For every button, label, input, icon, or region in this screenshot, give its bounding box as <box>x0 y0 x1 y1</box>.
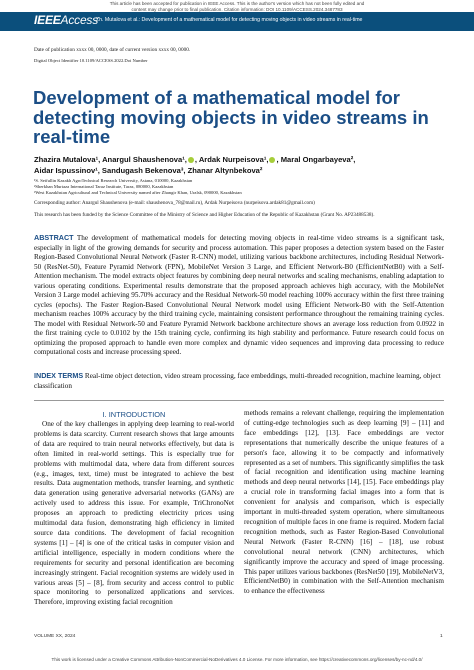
license-notice: This work is licensed under a Creative Commons Attribution-NonCommercial-NoDerivatives 4.0 License. For more information, see https://creativecommons.org/licenses/by-nc-nd/4.0/ <box>51 657 423 662</box>
section-heading: I. INTRODUCTION <box>102 410 166 419</box>
body-column-left: One of the key challenges in applying deep learning to real-world problems is data scarcity. Current research shows that large amounts of data are required to train neural networks effectively, but data is often limited in real-world settings. This is especially true for problems with multimodal data, where data from different sources (e.g., images, text, time) must be integrated to achieve the best results. Data augmentation methods, transfer learning, and synthetic data generation using generative adversarial networks (GANs) are actively used to address this issue. For example, TriChronoNet proposes an approach to predicting electricity prices using multimodal data fusion, demonstrating high efficiency in limited source data conditions. The development of facial recognition systems [1] – [4] is one of the critical tasks in computer vision and artificial intelligence, especially in modern conditions where the requirements for security and personal identification are becoming increasingly stringent. Facial recognition systems are widely used in various areas [5] – [8], from security and access control to public space monitoring to personalized applications and services. Therefore, improving existing facial recognition <box>34 420 234 607</box>
affiliation-1: ¹S. Seifullin Kazakh AgroTechnical Research University, Astana, 010000, Kazakhstan <box>34 178 193 183</box>
affiliation-2: ²Sherkhan Murtaza International Taraz Institute, Taraz, 080000, Kazakhstan <box>34 184 174 189</box>
abstract: ABSTRACT The development of mathematical models for detecting moving objects in real-time video streams is a significant task, especially in light of the growing demands for security and process automation. This paper proposes a detection system based on the Faster Region-Based Convolutional Neural Network (Faster R-CNN) model, utilizing various backbone architectures, including Residual Network-50 (ResNet-50), Feature Pyramid Network (FPN), MobileNet Version 3 Large, and Efficient Network-B0 (EfficientNetB0) with a Self-Attention mechanism. The model extracts object features by combining deep neural networks and scaling mechanisms, enabling adaptation to various operating conditions. Experimental results demonstrate that the proposed approach achieves high accuracy, with the MobileNet Version 3 Large model achieving 95.70% accuracy and the Residual Network-50 model reaching 100% accuracy within the first three training cycles (epochs). The Faster Region-Based Convolutional Neural Network model using Efficient Network-B0 with the Self-Attention mechanism reaches 100% accuracy by the third training cycle, maintaining consistent performance throughout the remaining training cycles. The model with Residual Network-50 and Feature Pyramid Network backbone architecture shows an average loss reduction from 0.0922 in the first training cycle to 0.0102 by the 15th training cycle, confirming its high stability and performance. Future research could focus on optimizing the proposed approach to handle even more complex and dynamic video sequences and improving data processing to reduce computational costs and increase processing speed. <box>34 233 444 356</box>
index-terms-label: INDEX TERMS <box>34 371 84 380</box>
page-number: 1 <box>440 634 443 639</box>
publication-dates: Date of publication xxxx 00, 0000, date of current version xxxx 00, 0000. <box>34 47 191 53</box>
running-title: Zh. Mutalova et al.: Development of a mathematical model for detecting moving objects in video streams in real-time <box>96 17 363 23</box>
abstract-label: ABSTRACT <box>34 233 74 242</box>
funding-note: This research has been funded by the Science Committee of the Ministry of Science and Higher Education of the Republic of Kazakhstan (Grant No. AP23488538). <box>34 212 375 218</box>
doi-line: Digital Object Identifier 10.1109/ACCESS.2022.Doi Number <box>34 58 148 63</box>
orcid-icon[interactable] <box>269 157 275 163</box>
volume-footer: VOLUME XX, 2024 <box>34 634 76 639</box>
paper-title: Development of a mathematical model for detecting moving objects in video streams in real-time <box>33 87 429 147</box>
publication-notice-line2: content may change prior to final publication. Citation information: DOI 10.1109/ACCESS.2024.3487783 <box>131 7 343 12</box>
body-column-right: methods remains a relevant challenge, requiring the implementation of cutting-edge technologies such as deep learning [9] – [11] and face embeddings [12], [13]. Face embeddings are vector representations that numerically describe the unique features of a person's face, allowing it to be compactly and informatively represented as a set of numbers. This significantly simplifies the task of facial recognition and identification using machine learning methods and deep neural networks [14], [15]. Face embeddings play a crucial role in transforming facial images into a form that is convenient for analysis and comparison, which is especially important in multi-threaded system operation, where simultaneous recognition of multiple faces in one frame is required. Modern facial recognition methods, such as Faster Region-Based Convolutional Neural Network (Faster R-CNN) [16] – [18], use robust convolutional neural network (CNN) architectures, which significantly improve the accuracy and speed of image processing. This paper utilizes various backbones (ResNet50 [19], MobileNetV3, EfficientNetB0) in combination with the Self-Attention mechanism to enhance the effectiveness <box>244 409 444 596</box>
section-divider <box>34 400 444 401</box>
corresponding-author: Corresponding author: Anargul Shaushenova (e-mail: shaushenova_78@mail.ru), Ardak Nurpeisova (nurpeisova.ardak81@gmail.com) <box>34 200 315 206</box>
ieee-access-logo: IEEEAccess <box>34 13 99 27</box>
publication-notice-line1: This article has been accepted for publication in IEEE Access. This is the author's version which has not been fully edited and <box>109 1 365 6</box>
affiliation-3: ³West Kazakhstan Agricultural and Technical University named after Zhangir Khan, Uralsk, 090000, Kazakhstan <box>34 190 242 195</box>
orcid-icon[interactable] <box>188 157 194 163</box>
author-list: Zhazira Mutalova¹, Anargul Shaushenova¹, , Ardak Nurpeisova¹, , Maral Ongarbayeva², Aidar Ispussinov¹, Sandugash Bekenova³, Zhanar Altynbekova² <box>34 155 356 175</box>
index-terms: INDEX TERMS Real-time object detection, video stream processing, face embeddings, multi-threaded recognition, machine learning, object classification <box>34 371 441 390</box>
